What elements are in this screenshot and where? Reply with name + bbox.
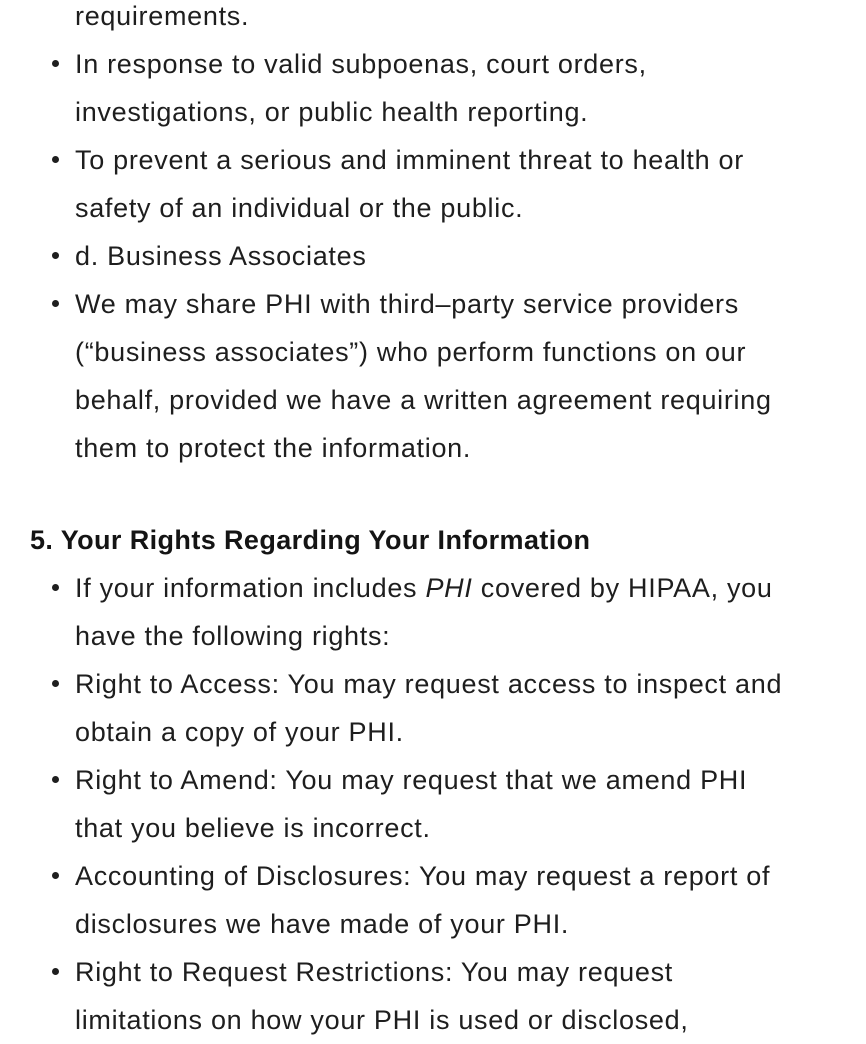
text-line [75,804,832,852]
text-line [75,852,832,900]
list-item [30,756,832,852]
list-item [30,660,832,756]
text-segment: We may share PHI with third–party service providers [75,289,739,319]
text-line [75,184,832,232]
text-line [75,280,832,328]
text-segment: covered by HIPAA, you [472,573,773,603]
text-line [75,708,832,756]
text-line [75,564,832,612]
text-line [75,756,832,804]
italic-text-segment: PHI [425,573,473,603]
text-line [75,40,832,88]
bullet-marker-icon [52,776,59,783]
text-line [75,660,832,708]
paragraph-continuation-line: requirements. [75,1,250,31]
text-line [75,376,832,424]
text-segment: If your information includes [75,573,426,603]
text-segment: Right to Access: You may request access to inspect and [75,669,783,699]
text-segment: Accounting of Disclosures: You may request a report of [75,861,771,891]
bullet-marker-icon [52,156,59,163]
bullet-marker-icon [52,252,59,259]
bullet-marker-icon [52,584,59,591]
text-line [75,136,832,184]
text-segment: d. Business Associates [75,241,367,271]
text-segment: Right to Request Restrictions: You may request [75,957,674,987]
bullet-marker-icon [52,680,59,687]
list-item [30,948,832,1044]
text-segment: behalf, provided we have a written agreement requiring [75,385,772,415]
list-item [30,232,832,280]
bullet-marker-icon [52,872,59,879]
text-segment: them to protect the information. [75,433,472,463]
section-heading: 5. Your Rights Regarding Your Information [30,525,591,555]
text-segment: safety of an individual or the public. [75,193,524,223]
list-item [30,280,832,472]
bullet-marker-icon [52,968,59,975]
text-segment: Right to Amend: You may request that we amend PHI [75,765,748,795]
list-item [30,40,832,136]
text-segment: investigations, or public health reporting. [75,97,589,127]
text-segment: that you believe is incorrect. [75,813,431,843]
list-item [30,136,832,232]
text-line [75,996,832,1044]
text-segment: In response to valid subpoenas, court orders, [75,49,647,79]
text-line [75,424,832,472]
text-line [75,612,832,660]
text-line [75,900,832,948]
text-segment: disclosures we have made of your PHI. [75,909,570,939]
text-segment: obtain a copy of your PHI. [75,717,404,747]
text-segment: (“business associates”) who perform functions on our [75,337,747,367]
text-segment: To prevent a serious and imminent threat to health or [75,145,744,175]
text-line [75,328,832,376]
bullet-marker-icon [52,60,59,67]
bullet-list [30,40,832,472]
text-line [75,88,832,136]
text-line [75,948,832,996]
text-line [75,232,832,280]
list-item [30,852,832,948]
list-item [30,564,832,660]
bullet-marker-icon [52,300,59,307]
bullet-list [30,564,832,1044]
text-segment: have the following rights: [75,621,391,651]
text-segment: limitations on how your PHI is used or disclosed, [75,1005,689,1035]
